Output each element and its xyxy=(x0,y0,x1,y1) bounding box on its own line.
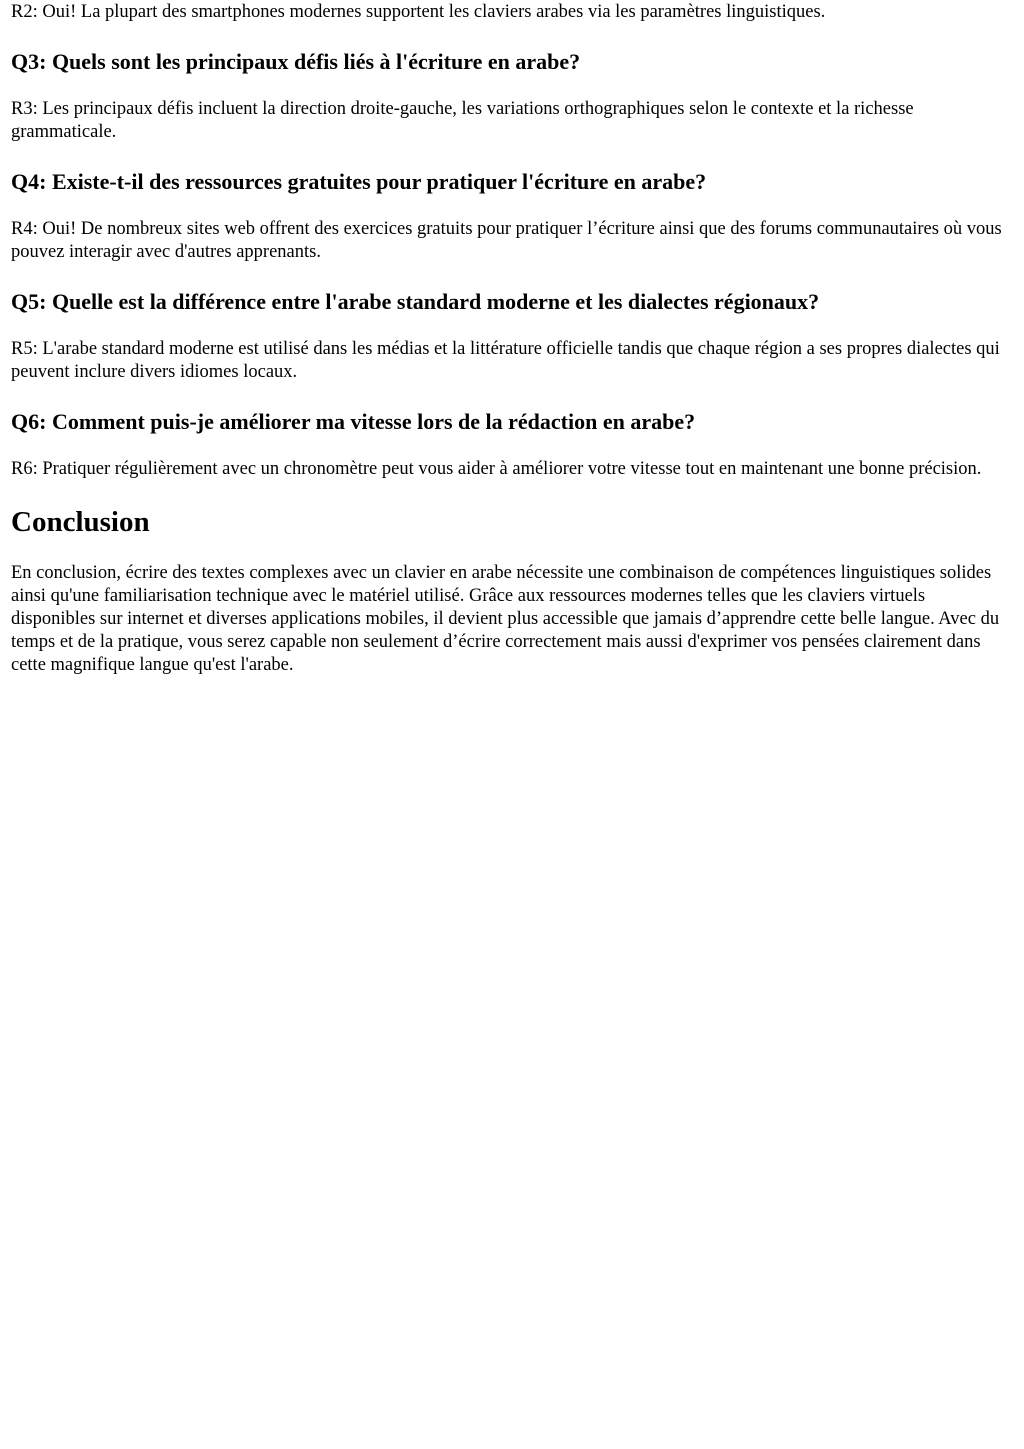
faq-answer-r5: R5: L'arabe standard moderne est utilisé dans les médias et la littérature officielle tandis que chaque région a ses propres dialectes qui peuvent inclure divers idiomes locaux. xyxy=(11,339,1000,382)
faq-answer-r6: R6: Pratiquer régulièrement avec un chronomètre peut vous aider à améliorer votre vitesse tout en maintenant une bonne précision. xyxy=(11,459,982,479)
faq-answer-r4: R4: Oui! De nombreux sites web offrent des exercices gratuits pour pratiquer l’écriture ainsi que des forums communautaires où vous pouvez interagir avec d'autres apprenants. xyxy=(11,219,1002,262)
document-page xyxy=(0,1,1024,677)
faq-question-q4: Q4: Existe-t-il des ressources gratuites pour pratiquer l'écriture en arabe? xyxy=(11,169,707,194)
faq-question-q3: Q3: Quels sont les principaux défis liés à l'écriture en arabe? xyxy=(11,49,581,74)
faq-question-q5: Q5: Quelle est la différence entre l'arabe standard moderne et les dialectes régionaux? xyxy=(11,289,820,314)
faq-question-q6: Q6: Comment puis-je améliorer ma vitesse lors de la rédaction en arabe? xyxy=(11,409,696,434)
faq-answer-r3: R3: Les principaux défis incluent la direction droite-gauche, les variations orthographiques selon le contexte et la richesse grammaticale. xyxy=(11,99,914,142)
conclusion-heading: Conclusion xyxy=(11,506,150,538)
conclusion-paragraph: En conclusion, écrire des textes complexes avec un clavier en arabe nécessite une combinaison de compétences linguistiques solides ainsi qu'une familiarisation technique avec le matériel utilisé. Grâce aux ressources modernes telles que les claviers virtuels disponibles sur internet et diverses applications mobiles, il devient plus accessible que jamais d’apprendre cette belle langue. Avec du temps et de la pratique, vous serez capable non seulement d’écrire correctement mais aussi d'exprimer vos pensées clairement dans cette magnifique langue qu'est l'arabe. xyxy=(11,563,1000,675)
faq-answer-r2: R2: Oui! La plupart des smartphones modernes supportent les claviers arabes via les paramètres linguistiques. xyxy=(11,2,826,22)
